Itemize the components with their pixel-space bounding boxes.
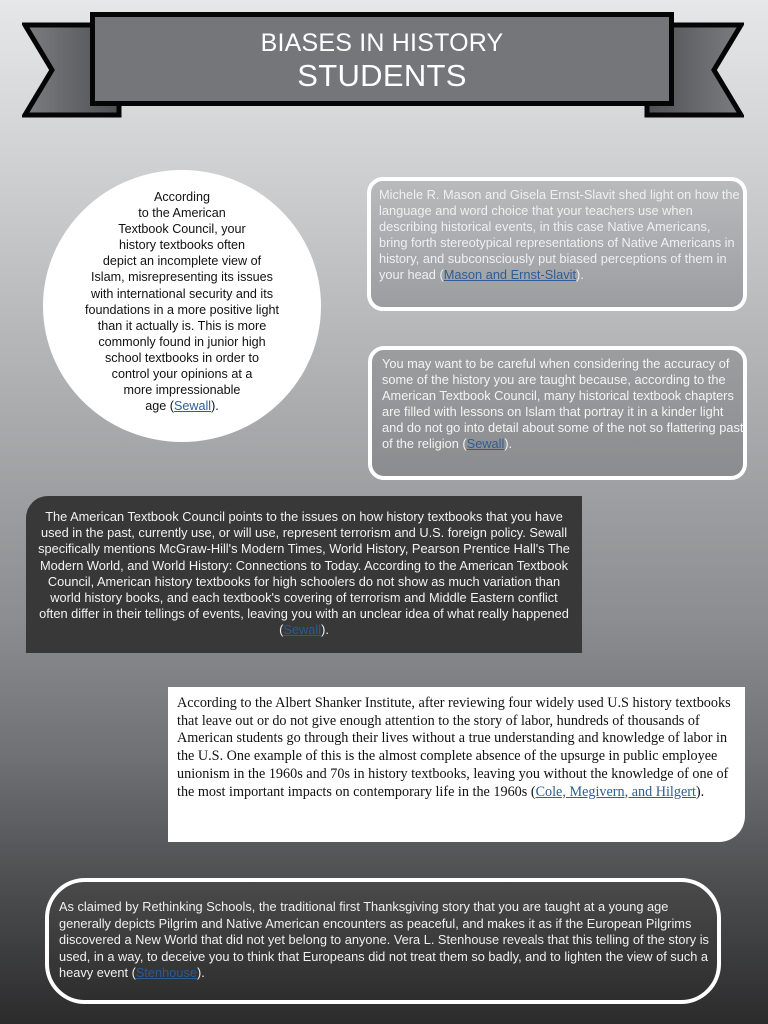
- circle-line: age (: [145, 399, 174, 414]
- circle-line: Islam, misrepresenting its issues: [91, 270, 273, 285]
- circle-line: depict an incomplete view of: [102, 254, 262, 269]
- thanksgiving-text: [59, 899, 719, 982]
- careful-text: [382, 356, 744, 453]
- thanksgiving-box: [45, 878, 721, 1004]
- circle-line: than it actually is. This is more: [97, 318, 267, 333]
- mason-text: [379, 187, 741, 284]
- citation-link-cole-megivern-hilgert[interactable]: Cole, Megivern, and Hilgert: [535, 783, 696, 800]
- council-body: The American Textbook Council points to the issues on how history textbooks that you have used in the past, currently use, or will use, represent terrorism and U.S. foreign policy. Sewall specifically mentions McGraw-Hill's Modern Times, World History, Pearson Prentice Hall's The Modern World, and World History: Connections to Today. According to the American Textbook Council, American history textbooks for high schoolers do not show as much variation than world history books, and each textbook's covering of terrorism and Middle Eastern conflict often differ in their tellings of events, leaving you with an unclear idea of what really happened (: [38, 509, 570, 638]
- mason-text-end: ).: [576, 267, 584, 283]
- shanker-text-end: ).: [695, 783, 705, 800]
- title-banner: [90, 12, 674, 106]
- circle-text: [73, 189, 291, 414]
- shanker-box: [168, 687, 745, 842]
- careful-body: You may want to be careful when considering the accuracy of some of the history you are taught because, according to the American Textbook Council, many historical textbook chapters are filled with lessons on Islam that portray it in a kinder light and do not go into detail about some of the not so flattering past of the religion (: [382, 356, 744, 452]
- shanker-text: [177, 695, 737, 801]
- circle-line: with international security and its: [90, 286, 273, 301]
- circle-line: Textbook Council, your: [118, 222, 246, 237]
- council-box: [26, 496, 582, 653]
- mason-body: Michele R. Mason and Gisela Ernst-Slavit shed light on how the language and word choice that your teachers use when describing historical events, in this case Native Americans, bring forth stereotypical representations of Native Americans in history, and subconsciously put biased perceptions of them in your head (: [379, 187, 740, 283]
- banner-title: BIASES IN HISTORY: [260, 29, 504, 57]
- circle-line: school textbooks in order to: [104, 350, 259, 365]
- citation-link-stenhouse[interactable]: Stenhouse: [135, 965, 198, 980]
- citation-link-sewall[interactable]: Sewall: [173, 399, 212, 414]
- circle-line: commonly found in junior high: [98, 334, 266, 349]
- council-text-end: ).: [321, 622, 329, 638]
- thanksgiving-text-end: ).: [197, 965, 205, 980]
- circle-line: According: [153, 190, 210, 204]
- careful-text-end: ).: [504, 436, 513, 452]
- circle-text-end: ).: [211, 399, 219, 414]
- circle-line: more impressionable: [123, 383, 241, 398]
- circle-callout: [43, 170, 321, 442]
- banner-subtitle: STUDENTS: [297, 58, 467, 93]
- council-text: [36, 509, 572, 639]
- circle-line: foundations in a more positive light: [85, 302, 279, 317]
- mason-box: [367, 177, 747, 311]
- citation-link-sewall[interactable]: Sewall: [283, 622, 322, 638]
- circle-line: history textbooks often: [118, 238, 245, 253]
- circle-line: control your opinions at a: [111, 367, 253, 382]
- citation-link-mason-ernst-slavit[interactable]: Mason and Ernst-Slavit: [443, 267, 577, 283]
- careful-box: [368, 346, 747, 480]
- shanker-body: According to the Albert Shanker Institute, after reviewing four widely used U.S history textbooks that leave out or do not give enough attention to the story of labor, hundreds of thousands of American students go through their lives without a true understanding and knowledge of labor in the U.S. One example of this is the almost complete absence of the upsurge in public employee unionism in the 1960s and 70s in history textbooks, leaving you without the knowledge of one of the most important impacts on contemporary life in the 1960s (: [177, 695, 731, 800]
- thanksgiving-body: As claimed by Rethinking Schools, the traditional first Thanksgiving story that you are taught at a young age generally depicts Pilgrim and Native American encounters as peaceful, and makes it as if the European Pilgrims discovered a New World that did not yet belong to anyone. Vera L. Stenhouse reveals that this telling of the story is used, in a way, to deceive you to think that Europeans did not treat them so badly, and to lighten the view of such a heavy event (: [59, 899, 709, 980]
- circle-line: to the American: [138, 206, 226, 221]
- citation-link-sewall[interactable]: Sewall: [466, 436, 505, 452]
